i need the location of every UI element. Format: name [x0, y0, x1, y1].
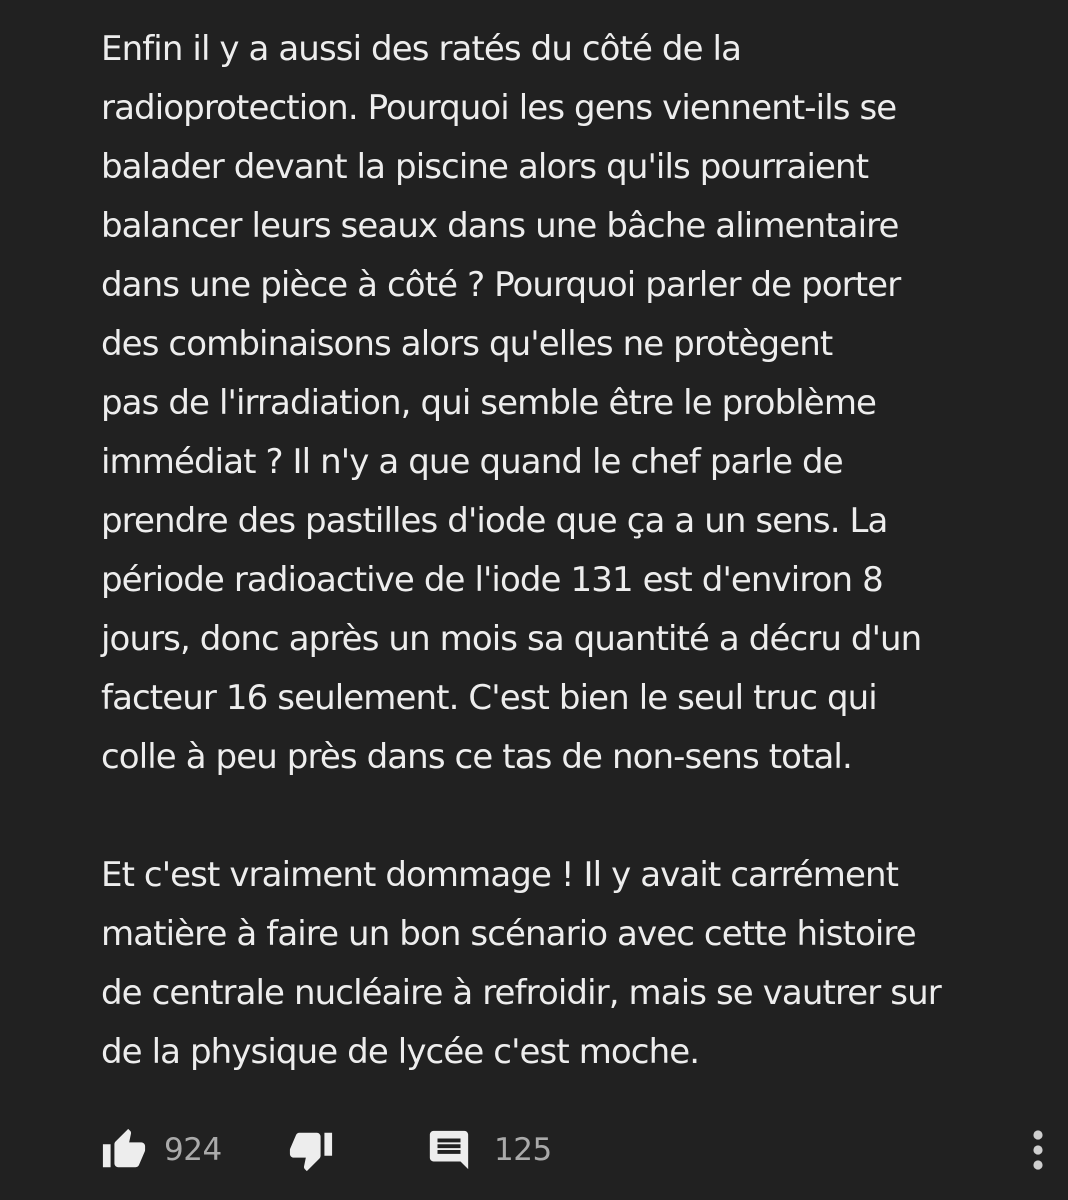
text-line: colle à peu près dans ce tas de non-sens total.: [101, 737, 852, 777]
text-line: facteur 16 seulement. C'est bien le seul truc qui: [101, 678, 877, 718]
text-line: balader devant la piscine alors qu'ils pourraient: [101, 147, 869, 187]
text-line: des combinaisons alors qu'elles ne protègent: [101, 324, 833, 364]
text-line: de la physique de lycée c'est moche.: [101, 1032, 700, 1072]
text-line: radioprotection. Pourquoi les gens viennent-ils se: [101, 88, 897, 128]
text-line: matière à faire un bon scénario avec cette histoire: [101, 914, 916, 954]
text-line: jours, donc après un mois sa quantité a décru d'un: [101, 619, 922, 659]
comment-text: [101, 20, 1051, 1082]
reply-count: 125: [494, 1132, 552, 1168]
more-options-button[interactable]: [1024, 1118, 1052, 1182]
like-button[interactable]: [100, 1118, 222, 1182]
thumb-up-icon: [100, 1127, 148, 1173]
reply-button[interactable]: [426, 1118, 552, 1182]
text-line: pas de l'irradiation, qui semble être le problème: [101, 383, 877, 423]
comment-action-bar: [0, 1118, 1068, 1182]
thumb-down-icon: [288, 1127, 334, 1173]
text-line: dans une pièce à côté ? Pourquoi parler de porter: [101, 265, 901, 305]
text-line: balancer leurs seaux dans une bâche alimentaire: [101, 206, 899, 246]
text-line: Enfin il y a aussi des ratés du côté de la: [101, 29, 742, 69]
like-count: 924: [164, 1132, 222, 1168]
comment-paragraph-1: [101, 20, 1051, 787]
dislike-button[interactable]: [288, 1118, 334, 1182]
comment-icon: [426, 1127, 472, 1173]
comment-paragraph-2: [101, 846, 1051, 1082]
more-vert-icon: [1024, 1126, 1052, 1174]
text-line: de centrale nucléaire à refroidir, mais se vautrer sur: [101, 973, 941, 1013]
text-line: Et c'est vraiment dommage ! Il y avait carrément: [101, 855, 899, 895]
text-line: immédiat ? Il n'y a que quand le chef parle de: [101, 442, 843, 482]
text-line: période radioactive de l'iode 131 est d'environ 8: [101, 560, 883, 600]
text-line: prendre des pastilles d'iode que ça a un sens. La: [101, 501, 888, 541]
